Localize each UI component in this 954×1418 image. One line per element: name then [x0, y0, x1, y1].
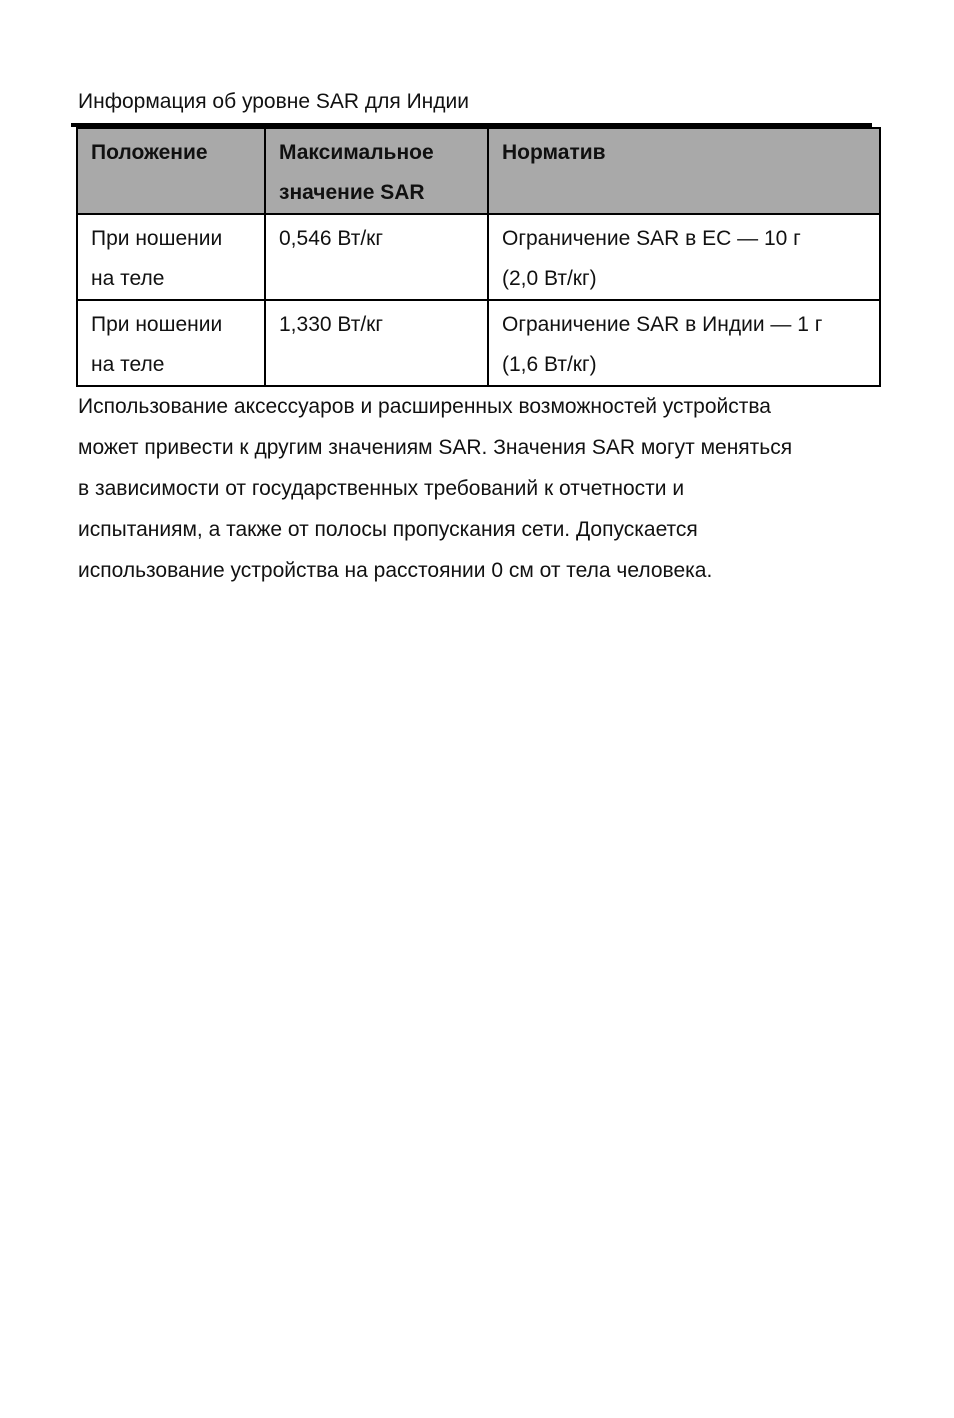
header-position-label: Положение	[91, 141, 208, 164]
cell-position-line1: При ношении	[91, 227, 223, 250]
section-title: Информация об уровне SAR для Индии	[78, 90, 469, 113]
cell-sar-value	[265, 300, 488, 386]
table-row	[77, 300, 880, 386]
cell-sar-value-text: 0,546 Вт/кг	[279, 227, 383, 250]
cell-position-line2: на теле	[91, 267, 165, 290]
cell-position	[77, 300, 265, 386]
header-max-sar-line1: Максимальное	[279, 141, 434, 164]
cell-standard-line2: (1,6 Вт/кг)	[502, 353, 597, 376]
cell-position	[77, 214, 265, 300]
table-header-row	[77, 128, 880, 214]
cell-position-line2: на теле	[91, 353, 165, 376]
header-position	[77, 128, 265, 214]
table-row	[77, 214, 880, 300]
note-line-4: испытаниям, а также от полосы пропускания сети. Допускается	[78, 518, 698, 541]
sar-table	[76, 127, 881, 387]
cell-standard-line1: Ограничение SAR в ЕС — 10 г	[502, 227, 801, 250]
note-line-3: в зависимости от государственных требований к отчетности и	[78, 477, 685, 500]
header-standard-label: Норматив	[502, 141, 606, 164]
header-max-sar-line2: значение SAR	[279, 181, 425, 204]
header-standard	[488, 128, 880, 214]
sar-note-paragraph	[78, 386, 878, 591]
cell-standard	[488, 300, 880, 386]
cell-standard	[488, 214, 880, 300]
note-line-2: может привести к другим значениям SAR. Значения SAR могут меняться	[78, 436, 793, 459]
cell-sar-value-text: 1,330 Вт/кг	[279, 313, 383, 336]
cell-standard-line2: (2,0 Вт/кг)	[502, 267, 597, 290]
header-max-sar	[265, 128, 488, 214]
note-line-5: использование устройства на расстоянии 0 см от тела человека.	[78, 559, 713, 582]
cell-standard-line1: Ограничение SAR в Индии — 1 г	[502, 313, 823, 336]
note-line-1: Использование аксессуаров и расширенных возможностей устройства	[78, 395, 771, 418]
cell-position-line1: При ношении	[91, 313, 223, 336]
cell-sar-value	[265, 214, 488, 300]
